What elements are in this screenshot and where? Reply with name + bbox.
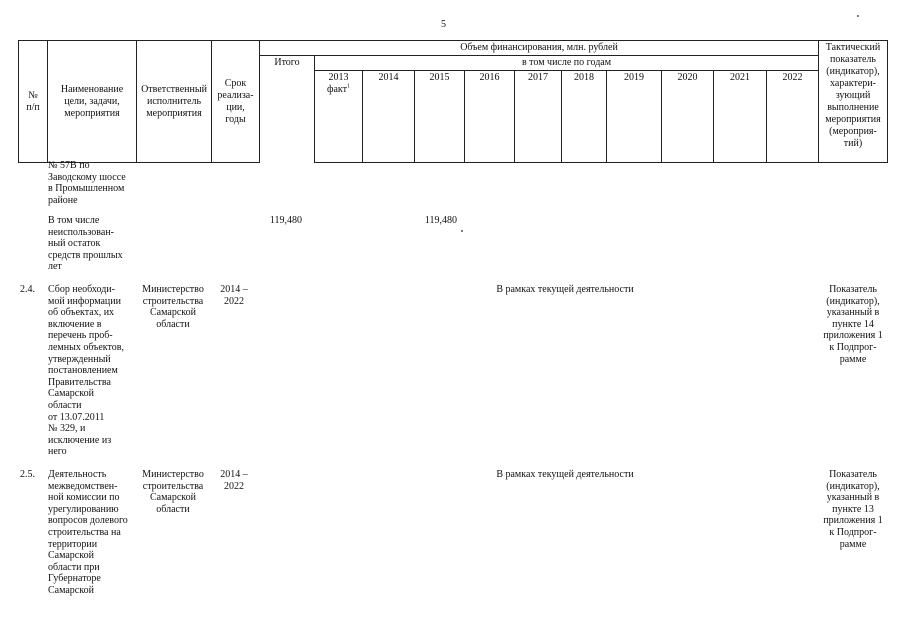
row-2-5-indicator: Показатель (индикатор), указанный в пункте 13 приложения 1 к Подпрог- рамме [823,469,883,550]
header-year: 2017 [515,71,562,163]
header-year: 2022 [767,71,819,163]
footnote-mark: 1 [347,83,350,90]
header-indicator: Тактический показатель (индикатор), характери- зующий выполнение мероприятия (мероприя- тий) [819,41,888,163]
continued-name: № 57В по Заводскому шоссе в Промышленном районе [48,160,126,206]
row-2-4-funding: В рамках текущей деятельности [496,284,634,295]
header-year-2013 [315,71,363,163]
including-name: В том числе неиспользован- ный остаток средств прошлых лет [48,215,123,273]
header-year: 2015 [415,71,465,163]
row-2-4-name: Сбор необходи- мой информации об объектах, их включение в перечень проб- лемных объектов, утвержденный постановлением Правительства Самарской области от 13.07.2011 № 329, и исключение из него [48,284,124,458]
row-2-5-term: 2014 – 2022 [220,469,248,492]
row-2-5-executor: Министерство строительства Самарской области [142,469,204,515]
including-2015: 119,480 [424,215,458,226]
row-2-4-number: 2.4. [20,284,35,295]
including-total: 119,480 [269,215,303,226]
header-year: 2021 [714,71,767,163]
row-2-4-indicator: Показатель (индикатор), указанный в пункте 14 приложения 1 к Подпрог- рамме [823,284,883,365]
header-year: 2020 [662,71,714,163]
header-executor: Ответственный исполнитель мероприятия [137,41,212,163]
header-funding: Объем финансирования, млн. рублей [260,41,819,56]
row-2-4-term: 2014 – 2022 [220,284,248,307]
header-total: Итого [260,56,315,163]
header-year: 2016 [465,71,515,163]
header-table [18,40,888,163]
header-term: Срок реализа- ции, годы [212,41,260,163]
header-name: Наименование цели, задачи, мероприятия [48,41,137,163]
header-year: 2019 [607,71,662,163]
row-2-5-funding: В рамках текущей деятельности [496,469,634,480]
scan-speck [857,15,859,17]
row-2-5-name: Деятельность межведомствен- ной комиссии по урегулированию вопросов долевого строительства на территории Самарской области при Губернаторе Самарской [48,469,128,596]
header-year: 2014 [363,71,415,163]
header-by-years: в том числе по годам [315,56,819,71]
year-2013-label: 2013 факт [326,72,349,95]
row-2-4-executor: Министерство строительства Самарской области [142,284,204,330]
page-number: 5 [441,19,446,30]
scan-speck [461,230,463,232]
header-year: 2018 [562,71,607,163]
header-num: № п/п [19,41,48,163]
row-2-5-number: 2.5. [20,469,35,480]
